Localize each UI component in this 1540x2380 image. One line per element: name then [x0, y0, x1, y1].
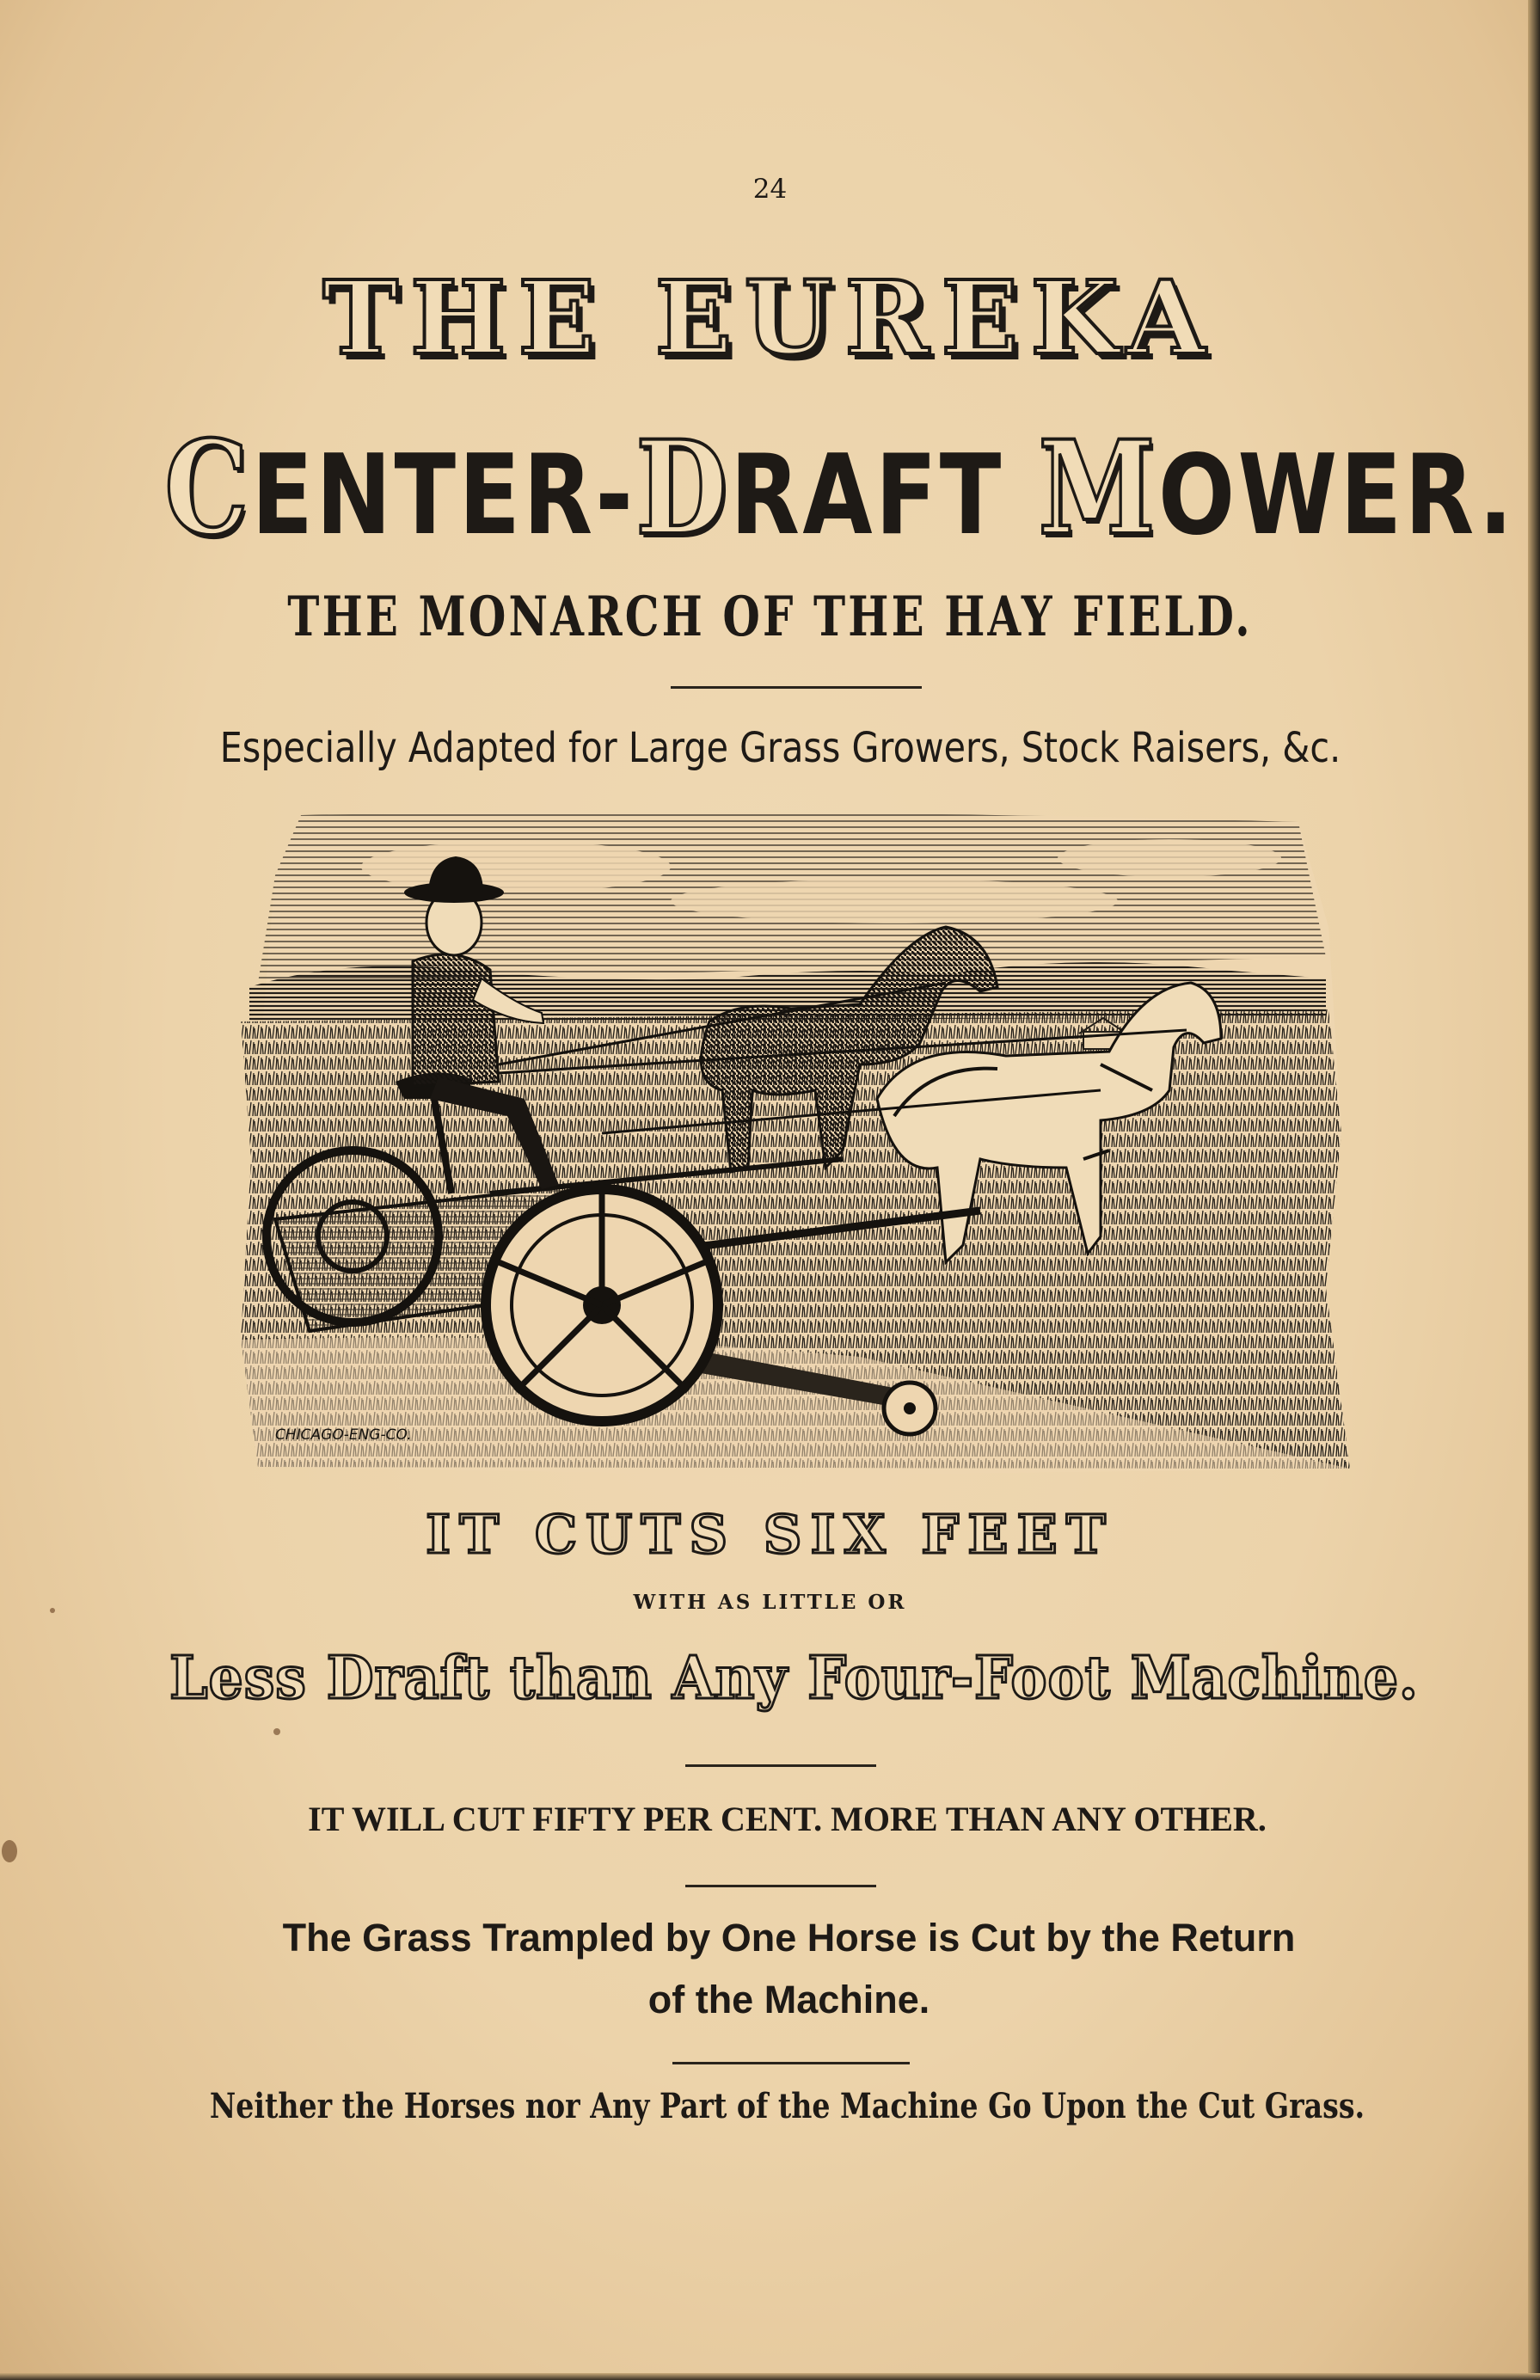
- grass-line-2: of the Machine.: [647, 1978, 930, 2021]
- with-as-little-line: WITH AS LITTLE OR: [633, 1591, 907, 1614]
- grass-trampled-text: [19, 1907, 1540, 2031]
- divider-rule: [685, 1764, 876, 1767]
- title-center-draft-mower: [164, 413, 1516, 564]
- divider-rule: [672, 2062, 910, 2064]
- title-initial-d: D: [635, 413, 731, 564]
- title-word-enter: ENTER-: [251, 432, 636, 560]
- divider-rule: [685, 1885, 876, 1887]
- title-word-raft: RAFT: [730, 432, 1039, 560]
- paper-stain: [273, 1728, 280, 1735]
- title-initial-c: C: [164, 413, 252, 564]
- page-number: 24: [752, 174, 788, 205]
- cuts-six-feet: IT CUTS SIX FEET: [426, 1503, 1114, 1566]
- title-word-ower: OWER.: [1157, 432, 1516, 560]
- title-initial-m: M: [1038, 413, 1158, 564]
- grass-line-1: The Grass Trampled by One Horse is Cut by the Return: [282, 1916, 1296, 1960]
- title-the-eureka: THE EUREKA: [322, 258, 1218, 377]
- horses-line: Neither the Horses nor Any Part of the Machine Go Upon the Cut Grass.: [209, 2086, 1365, 2126]
- less-draft-headline: Less Draft than Any Four-Foot Machine.: [169, 1644, 1419, 1713]
- fifty-percent-line: IT WILL CUT FIFTY PER CENT. MORE THAN ANY OTHER.: [308, 1800, 1267, 1838]
- mower-engraving: [241, 807, 1354, 1481]
- page-edge: [1528, 0, 1540, 2380]
- engraving-credit: CHICAGO-ENG-CO.: [275, 1426, 412, 1444]
- page-edge: [0, 2373, 1540, 2380]
- subtitle-monarch: THE MONARCH OF THE HAY FIELD.: [287, 585, 1253, 649]
- paper-stain: [2, 1840, 17, 1862]
- adapted-line: Especially Adapted for Large Grass Growers, Stock Raisers, &c.: [219, 724, 1341, 772]
- paper-stain: [50, 1608, 55, 1613]
- divider-rule: [671, 686, 922, 689]
